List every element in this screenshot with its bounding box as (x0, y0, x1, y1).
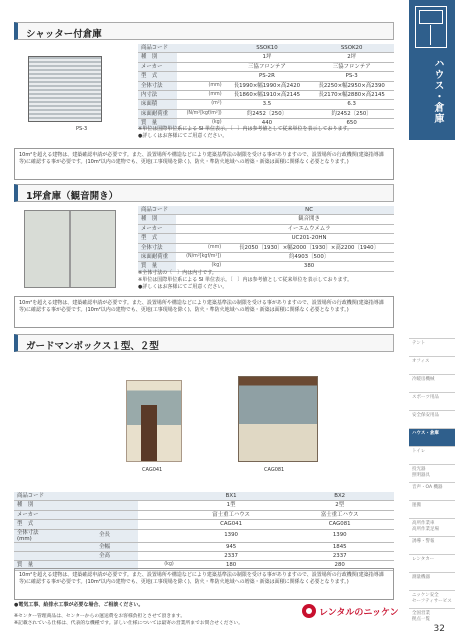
table-cell: (mm) (177, 81, 225, 90)
table-cell (176, 206, 224, 215)
table-cell (177, 62, 225, 71)
table-cell: UC201-20HN (224, 234, 394, 243)
table-cell: 6.3 (309, 100, 394, 109)
table-cell: 質 量 (138, 119, 177, 128)
table-row (14, 510, 394, 519)
nav-item[interactable]: ハウス・倉庫 (409, 428, 455, 446)
notes (138, 270, 398, 291)
section-heading-shutter (14, 22, 394, 40)
table-row (14, 501, 394, 510)
table-cell (177, 53, 225, 62)
logo-mark-icon (302, 604, 316, 618)
table-cell: (kg) (176, 262, 224, 271)
page-number: 32 (433, 624, 445, 634)
table-cell: 商品コード (138, 44, 177, 53)
table-cell: 富士重工ハウス (285, 510, 394, 519)
table-cell: メーカー (14, 510, 96, 519)
note-line: ※単位は国際単位系による SI 単位表示。〔 〕内は参考値として従来単位を表示しております。 (138, 277, 353, 283)
nav-item[interactable]: 安全保安用品 (409, 410, 455, 428)
table-cell: 全体寸法 (mm) (14, 529, 96, 542)
image-caption: CAG081 (264, 467, 285, 473)
section-heading-guardman-box (14, 334, 394, 352)
note-line: ●詳しくはお客様にてご用意ください。 (138, 133, 228, 139)
nav-item[interactable]: 運搬 (409, 500, 455, 518)
house-icon (415, 6, 447, 48)
table-cell: BX1 (177, 492, 286, 501)
table-cell (138, 510, 177, 519)
section-title: 1坪倉庫（観音開き） (26, 191, 119, 202)
nav-item[interactable]: 投光器 照明器具 (409, 464, 455, 482)
table-cell: 1坪 (225, 53, 310, 62)
footer-note-line: ※センター管理商品は、センターからの運送費をお客様負担とさせて頂きます。 (14, 614, 186, 619)
table-cell: (kg) (177, 119, 225, 128)
table-cell (96, 501, 138, 510)
note-line: ※単位は国際単位系による SI 単位表示。〔 〕内は参考値として従来単位を表示しております。 (138, 126, 353, 132)
table-cell: 945 (177, 542, 286, 551)
table-cell: 2型 (285, 501, 394, 510)
notes (138, 126, 398, 140)
table-row (138, 53, 394, 62)
door (141, 405, 157, 461)
spec-table-1tsubo (138, 206, 394, 272)
table-cell: SSOK10 (225, 44, 310, 53)
table-cell: 280 (285, 561, 394, 570)
table-cell: 三協フロンテア (225, 62, 310, 71)
nav-item[interactable]: スポーツ用品 (409, 392, 455, 410)
logo-text: レンタルのニッケン (319, 607, 399, 618)
nav-item[interactable]: 測量機器 (409, 572, 455, 590)
nav-item[interactable]: ニッケン安全 セーフティサービス (409, 590, 455, 608)
category-title: ハウス・倉庫 (432, 58, 443, 124)
table-row (138, 72, 394, 81)
table-cell: 1390 (177, 529, 286, 542)
table-cell: 全高 (96, 552, 138, 561)
table-cell: 種 別 (138, 53, 177, 62)
table-cell (177, 72, 225, 81)
table-cell (138, 501, 177, 510)
table-cell: 180 (177, 561, 286, 570)
table-cell: 全幅 (96, 542, 138, 551)
nav-item[interactable]: 誘導・警報 (409, 536, 455, 554)
nav-item[interactable]: 音声・OA 機器 (409, 482, 455, 500)
table-cell: 380 (224, 262, 394, 271)
table-cell: 種 別 (138, 215, 176, 224)
table-cell (14, 552, 96, 561)
table-cell: CAG081 (285, 520, 394, 529)
table-cell: (mm) (177, 91, 225, 100)
table-cell: 長2250×幅2950×高2390 (309, 81, 394, 90)
table-cell (138, 542, 177, 551)
table-cell: 2337 (285, 552, 394, 561)
table-cell (14, 542, 96, 551)
table-cell: 長1860×幅1910×高2145 (225, 91, 310, 100)
table-cell (176, 234, 224, 243)
table-cell: 富士重工ハウス (177, 510, 286, 519)
table-cell (177, 44, 225, 53)
table-row (138, 100, 394, 109)
table-cell: 長2050〔1930〕×幅2000〔1930〕×高2200〔1940〕 (224, 243, 394, 252)
table-cell: 1845 (285, 542, 394, 551)
table-cell: PS-2R (225, 72, 310, 81)
table-row (138, 91, 394, 100)
table-cell: 床面耐荷重 (138, 109, 177, 118)
table-row (138, 62, 394, 71)
table-cell: 全体寸法 (138, 81, 177, 90)
category-nav (409, 338, 455, 626)
building-permit-notice: 10m²を超える建物は、建築確認申請が必要です。また、設置場所や構造などにより建築基準法の制限を受ける事がありますので、設置場所の行政機関(建築指導課等)に確認する事が必要です。(10m²以内の建物でも、更地(工事現場を除く)、防火・準防火地域への増築・新築は面積に関係なく必要となります。) (14, 296, 394, 328)
category-tab (409, 0, 455, 140)
table-cell: 2坪 (309, 53, 394, 62)
table-cell: 床面耐荷重 (138, 253, 176, 262)
table-cell: 商品コード (14, 492, 96, 501)
table-cell: 型 式 (138, 72, 177, 81)
product-image-shutter-warehouse (28, 56, 102, 122)
spec-table-guardman-box (14, 492, 394, 571)
note-line: ●詳しくはお客様にてご用意ください。 (138, 284, 228, 290)
product-image-guardman-box-1 (126, 380, 182, 462)
table-cell: メーカー (138, 224, 176, 233)
table-cell: BX2 (285, 492, 394, 501)
table-cell: (mm) (176, 243, 224, 252)
nav-item[interactable]: テント (409, 338, 455, 356)
table-cell: 約2452〔250〕 (225, 109, 310, 118)
table-cell (96, 520, 138, 529)
electric-work-note: ●電気工事、給排水工事が必要な場合、ご相談ください。 (14, 602, 144, 608)
table-cell: 3.5 (225, 100, 310, 109)
table-cell: 商品コード (138, 206, 176, 215)
nav-item[interactable]: トイレ (409, 446, 455, 464)
table-cell: (kg) (138, 561, 177, 570)
table-cell: メーカー (138, 62, 177, 71)
table-row (138, 243, 394, 252)
table-cell: SSOK20 (309, 44, 394, 53)
table-cell: (m²) (177, 100, 225, 109)
note-line: ※全体寸法の〔 〕内は内寸です。 (138, 270, 217, 276)
company-logo (302, 603, 399, 619)
product-image-guardman-box-2 (238, 376, 318, 462)
table-cell (96, 492, 138, 501)
table-row (138, 224, 394, 233)
table-cell (138, 520, 177, 529)
table-cell: 全体寸法 (138, 243, 176, 252)
table-cell: (N/m²[kgf/m²]) (176, 253, 224, 262)
table-cell: 型 式 (138, 234, 176, 243)
table-row (138, 109, 394, 118)
nav-item[interactable]: 全国営業 拠点一覧 (409, 608, 455, 626)
section-title: シャッター付倉庫 (26, 29, 102, 40)
table-cell: (N/m²[kgf/m²]) (177, 109, 225, 118)
table-row (14, 552, 394, 561)
table-row (138, 81, 394, 90)
table-cell: 2337 (177, 552, 286, 561)
table-cell: 観音開き (224, 215, 394, 224)
table-cell (96, 510, 138, 519)
table-row (14, 529, 394, 542)
table-cell: 床面積 (138, 100, 177, 109)
table-cell: 長2170×幅2880×高2145 (309, 91, 394, 100)
table-cell: NC (224, 206, 394, 215)
section-heading-1tsubo (14, 184, 394, 202)
table-cell: 型 式 (14, 520, 96, 529)
table-cell: 質 量 (138, 262, 176, 271)
table-row (138, 253, 394, 262)
table-cell (138, 552, 177, 561)
table-row (138, 215, 394, 224)
table-cell: イーエムウメムラ (224, 224, 394, 233)
table-cell: 1390 (285, 529, 394, 542)
nav-item[interactable]: オフィス (409, 356, 455, 374)
table-cell: 1型 (177, 501, 286, 510)
nav-item[interactable]: 冷暖房機械 (409, 374, 455, 392)
building-permit-notice: 10m²を超える建物は、建築確認申請が必要です。また、設置場所や構造などにより建築基準法の制限を受ける事がありますので、設置場所の行政機関(建築指導課等)に確認する事が必要です。(10m²以内の建物でも、更地(工事現場を除く)、防火・準防火地域への増築・新築は面積に関係なく必要となります。) (14, 568, 394, 600)
footer-note-line: ※記載されている仕様は、代表的な機種です。詳しい仕様については最寄の営業所までお問合せください。 (14, 620, 243, 626)
table-cell: 三協フロンテア (309, 62, 394, 71)
nav-item[interactable]: レンタカー (409, 554, 455, 572)
building-permit-notice: 10m²を超える建物は、建築確認申請が必要です。また、設置場所や構造などにより建築基準法の制限を受ける事がありますので、設置場所の行政機関(建築指導課等)に確認する事が必要です。(10m²以内の建物でも、更地(工事現場を除く)、防火・準防火地域への増築・新築は面積に関係なく必要となります。) (14, 148, 394, 180)
spec-table-shutter (138, 44, 394, 129)
table-cell: 全長 (96, 529, 138, 542)
table-row (14, 520, 394, 529)
table-row (138, 234, 394, 243)
table-cell: 長1990×幅1990×高2420 (225, 81, 310, 90)
table-cell: CAG041 (177, 520, 286, 529)
table-header-row (14, 492, 394, 501)
table-cell (138, 492, 177, 501)
table-cell: 質 量 (14, 561, 96, 570)
nav-item[interactable]: 高所作業車 高所作業足場 (409, 518, 455, 536)
table-cell: 約4903〔500〕 (224, 253, 394, 262)
table-header-row (138, 44, 394, 53)
table-cell (176, 215, 224, 224)
footer-notes (14, 614, 314, 627)
table-cell: 種 別 (14, 501, 96, 510)
table-cell: 内寸法 (138, 91, 177, 100)
table-cell (138, 529, 177, 542)
table-cell: 650 (309, 119, 394, 128)
table-header-row (138, 206, 394, 215)
image-caption: CAG041 (142, 467, 163, 473)
section-title: ガードマンボックス１型、２型 (26, 341, 159, 352)
image-caption: PS-3 (76, 126, 88, 132)
table-cell: 440 (225, 119, 310, 128)
table-cell: 約2452〔250〕 (309, 109, 394, 118)
table-row (14, 542, 394, 551)
product-image-1tsubo-warehouse (24, 210, 116, 288)
table-cell (176, 224, 224, 233)
table-cell: PS-3 (309, 72, 394, 81)
